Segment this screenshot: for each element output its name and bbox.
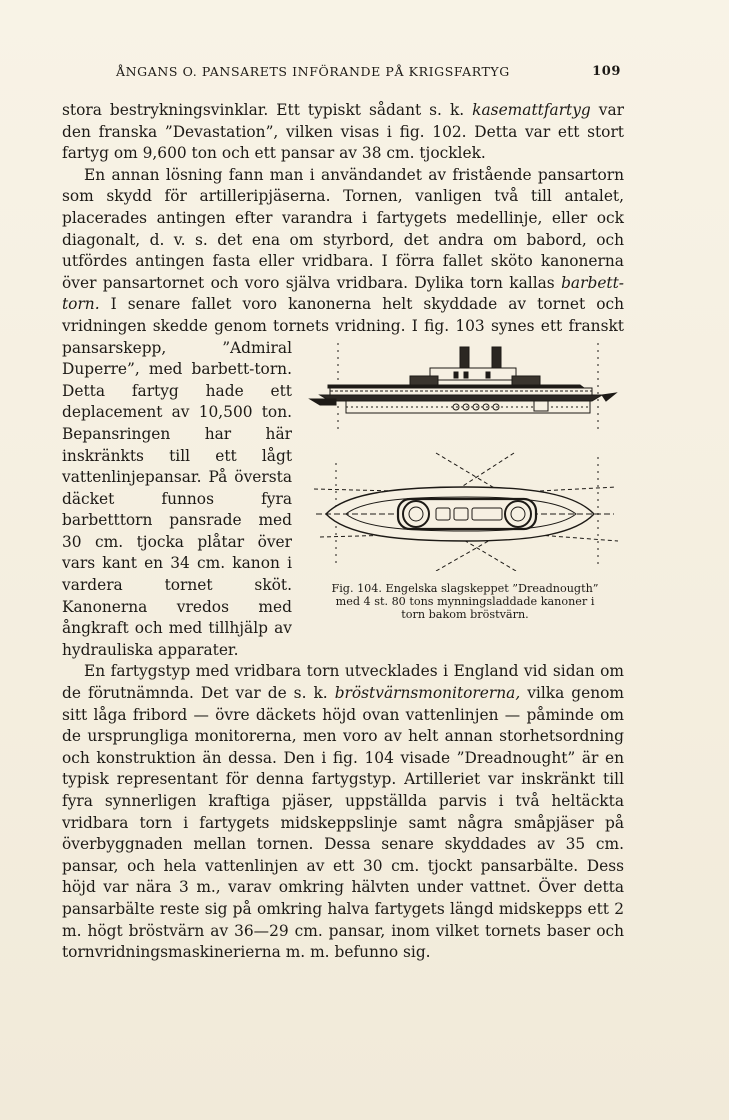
running-title: ÅNGANS O. PANSARETS INFÖRANDE PÅ KRIGSFARTYG — [116, 64, 510, 79]
page-number: 109 — [592, 64, 621, 79]
term-kasemattfartyg: kasemattfartyg — [472, 101, 591, 119]
term-brostvarnsmonitorerna: bröstvärnsmonitorerna, — [334, 684, 521, 703]
ship-plan-view — [314, 453, 618, 571]
paragraph-1: stora bestrykningsvinklar. Ett typiskt sådant s. k. kasemattfartyg var den franska ”Devastation”, vilken visas i fig. 102. Detta var ett stort fartyg om 9,600 ton och ett pansar av 38 cm. tjocklek. — [62, 101, 625, 163]
ship-illustration — [306, 335, 622, 571]
paragraph-3: En fartygstyp med vridbara torn utvecklades i England vid sidan om de förutnämnda. Det var de s. k. bröstvärnsmonitorerna, vilka genom sitt låga fribord — övre däckets höjd ovan vattenlinjen — påminde om de ursprungliga monitorerna, men voro av helt annan storhetsordning och konstruktion än dessa. Den i fig. 104 visade ”Dreadnought” är en typisk representant för denna fartygstyp. Artilleriet var inskränkt till fyra synnerligen kraftiga pjäser, uppställda parvis i två heltäckta vridbara torn i fartygets midskeppslinje samt några småpjäser på överbyggnaden mellan tornen. Dessa senare skyddades av 35 cm. pansar, och hela vattenlinjen av ett 30 cm. tjockt pansarbälte. Dess höjd var nära 3 m., varav omkring hälvten under vattnet. Över detta pansarbälte reste sig på omkring halva fartygets längd midskepps ett 2 m. högt bröstvärn av 36—29 cm. pansar, inom vilket tornets baser och tornvridningsmaskinerierna m. m. befunno sig. — [62, 662, 624, 962]
figure-104 — [300, 335, 630, 635]
term-barbett-torn: barbett-torn. — [62, 273, 624, 314]
paragraph-2: En annan lösning fann man i användandet av fristående pansartorn som skydd för artilleripjäserna. Tornen, vanligen två till antalet, placerades antingen efter varandra i fartygets medellinje, eller ock diagonalt, d. v. s. det ena om styrbord, det andra om babord, och utfördes antingen fasta eller vridbara. I förra fallet sköto kanonerna över pansartornet och voro själva vridbara. Dylika torn kallas barbett-torn. I senare fallet voro kanonerna helt skyddade av tornet och vridningen skedde genom tornets vridning. I fig. 103 synes ett franskt pansarskepp, ”Admiral Duperre”, med barbett-torn. Detta fartyg hade ett deplacement av 10,500 ton. Bepansringen har här inskränkts till ett lågt vattenlinjepansar. På översta däcket funnos fyra barbetttorn pansrade med 30 cm. tjocka plåtar över vars kant en 34 cm. kanon i vardera tornet sköt. Kanonerna vredos med ångkraft och med tillhjälp av hydrauliska apparater. — [62, 165, 624, 659]
page-header — [116, 64, 621, 79]
figure-caption: Fig. 104. Engelska slagskeppet ”Dreadnougth” med 4 st. 80 tons mynningsladdade kanoner i torn bakom bröstvärn. — [331, 582, 599, 622]
ship-side-view — [310, 343, 616, 433]
